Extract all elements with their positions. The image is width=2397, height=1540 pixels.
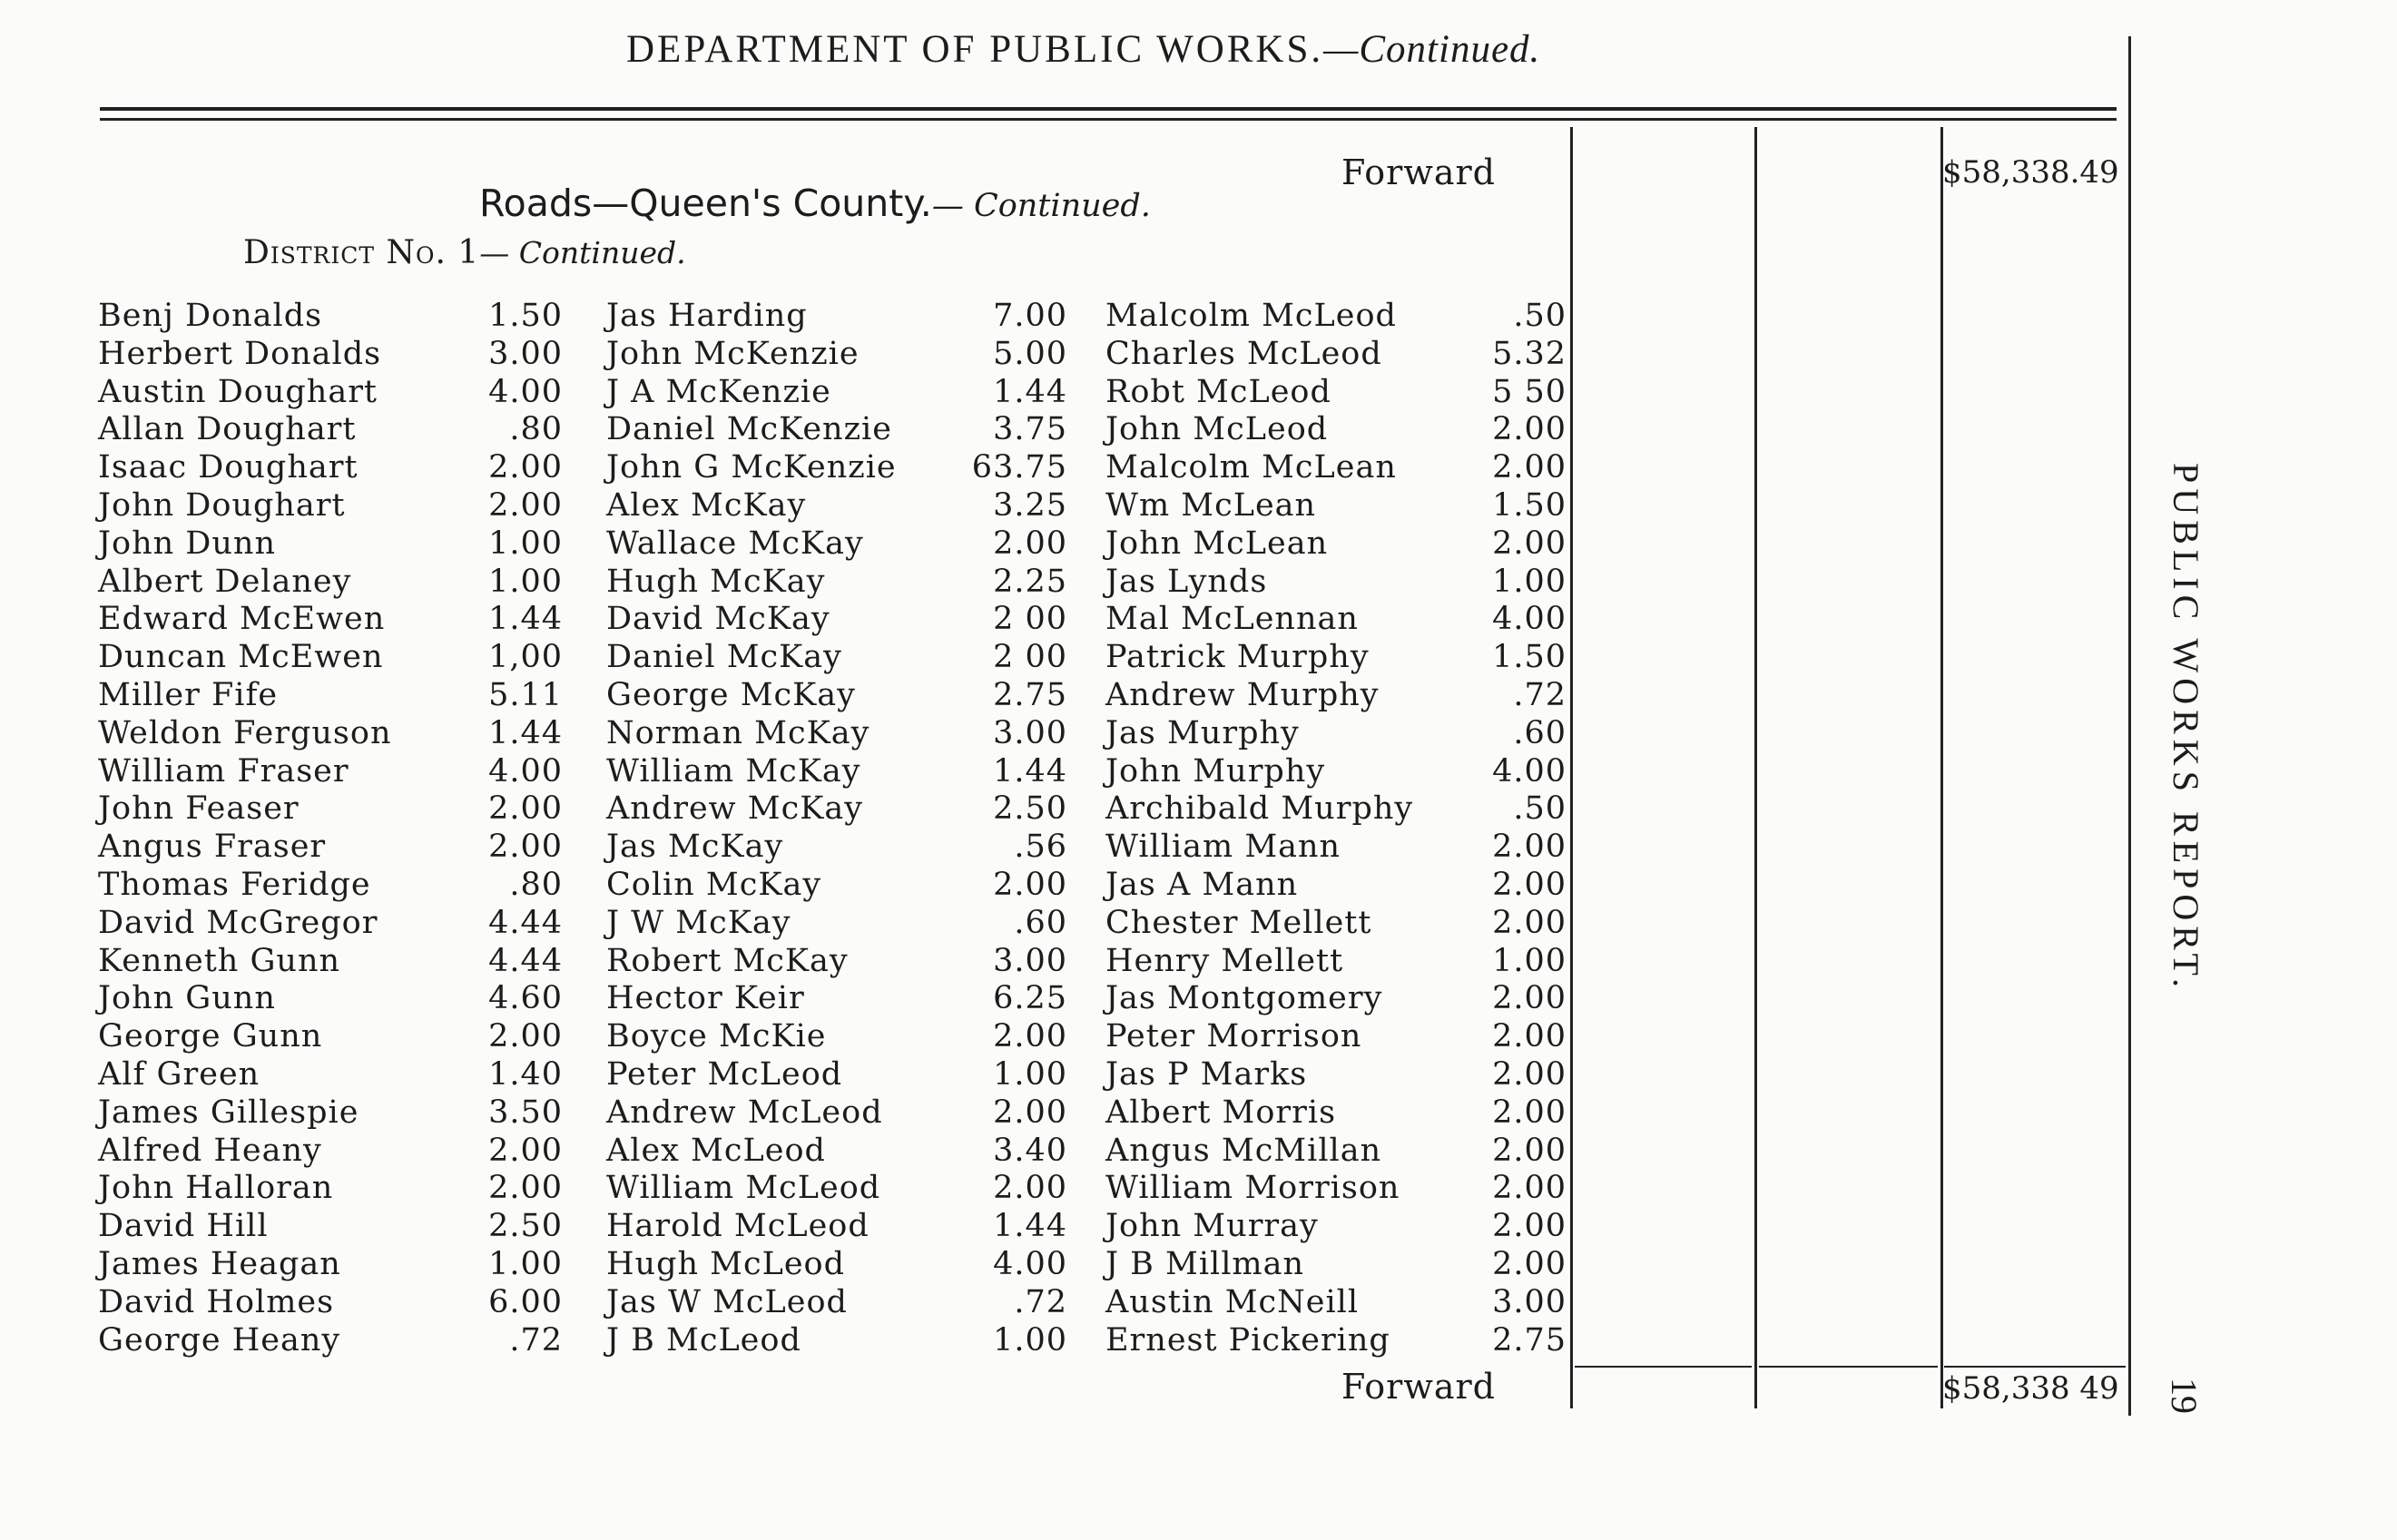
header-rule-top: [100, 107, 2117, 111]
entry-name: Duncan McEwen: [98, 639, 384, 676]
entry-amount: 2.00: [1492, 904, 1567, 941]
list-item: [606, 1284, 1067, 1322]
entry-amount: 2.00: [1492, 1170, 1567, 1207]
entry-name: Patrick Murphy: [1105, 639, 1370, 676]
list-item: [98, 1133, 563, 1171]
entry-amount: 2.50: [488, 1208, 563, 1245]
list-item: [606, 753, 1067, 791]
entry-name: Charles McLeod: [1105, 335, 1382, 372]
list-item: [98, 1322, 563, 1360]
entry-name: Peter Morrison: [1105, 1018, 1362, 1055]
entry-amount: 3.00: [993, 714, 1067, 751]
list-item: [606, 374, 1067, 412]
entry-amount: 2.00: [993, 866, 1067, 903]
entry-name: Jas Murphy: [1105, 714, 1300, 751]
entry-name: Austin Doughart: [98, 373, 378, 410]
entry-amount: 1.00: [1492, 942, 1567, 979]
margin-rule: [2128, 36, 2131, 1416]
list-item: [1105, 1056, 1567, 1094]
entry-name: Mal McLennan: [1105, 601, 1359, 638]
entry-amount: 3.75: [993, 411, 1067, 448]
entry-amount: 2.00: [1492, 866, 1567, 903]
list-item: [98, 1018, 563, 1056]
list-item: [606, 487, 1067, 525]
header-rule-bottom: [100, 118, 2117, 121]
entry-name: Alex McKay: [606, 486, 807, 524]
header-main: DEPARTMENT OF PUBLIC WORKS.: [626, 28, 1324, 71]
entry-name: James Gillespie: [98, 1094, 359, 1131]
list-item: [606, 867, 1067, 905]
page-number: 19: [2164, 1378, 2205, 1414]
entry-amount: .50: [1513, 298, 1567, 334]
list-item: [98, 564, 563, 602]
list-item: [98, 1170, 563, 1208]
list-item: [1105, 829, 1567, 867]
list-item: [606, 601, 1067, 639]
entry-amount: 1.50: [1492, 639, 1567, 676]
list-item: [98, 298, 563, 336]
entries-column-1: [98, 298, 563, 1359]
entry-name: Colin McKay: [606, 866, 822, 903]
entry-name: J A McKenzie: [606, 373, 831, 410]
list-item: [606, 790, 1067, 829]
entry-name: Boyce McKie: [606, 1018, 827, 1055]
section-title-continued: — Continued.: [931, 188, 1151, 224]
entry-amount: 3.00: [488, 335, 563, 372]
entry-amount: 1.50: [1492, 486, 1567, 524]
entry-amount: 5.32: [1492, 335, 1567, 372]
entry-amount: 6.25: [993, 980, 1067, 1017]
list-item: [98, 677, 563, 715]
forward-label-bottom: Forward: [1341, 1367, 1497, 1407]
entry-name: Allan Doughart: [98, 411, 357, 448]
list-item: [98, 601, 563, 639]
list-item: [606, 1208, 1067, 1246]
list-item: [98, 1056, 563, 1094]
entry-name: Alfred Heany: [98, 1132, 322, 1169]
list-item: [1105, 1094, 1567, 1133]
entry-name: David Holmes: [98, 1283, 335, 1320]
entry-name: Austin McNeill: [1105, 1283, 1360, 1320]
entry-name: John Feaser: [98, 790, 300, 828]
header-continued: —Continued.: [1323, 28, 1541, 71]
list-item: [1105, 449, 1567, 487]
entry-name: Norman McKay: [606, 714, 870, 751]
list-item: [98, 449, 563, 487]
entry-name: Chester Mellett: [1105, 904, 1372, 941]
entry-name: J B Millman: [1105, 1245, 1305, 1282]
entry-amount: 1.00: [993, 1321, 1067, 1359]
entry-name: Miller Fife: [98, 676, 279, 713]
list-item: [606, 677, 1067, 715]
entry-name: Daniel McKay: [606, 639, 842, 676]
entry-amount: .60: [1014, 904, 1067, 941]
list-item: [98, 336, 563, 374]
list-item: [1105, 980, 1567, 1018]
entry-amount: 4.44: [488, 942, 563, 979]
list-item: [606, 525, 1067, 564]
entry-amount: 4.00: [1492, 601, 1567, 638]
entry-name: Daniel McKenzie: [606, 411, 892, 448]
entry-amount: 1.44: [993, 1208, 1067, 1245]
entry-name: John Murray: [1105, 1208, 1319, 1245]
entry-name: John G McKenzie: [606, 449, 897, 486]
entry-name: David McGregor: [98, 904, 378, 941]
list-item: [98, 1246, 563, 1284]
list-item: [606, 829, 1067, 867]
entry-amount: 2.00: [488, 1018, 563, 1055]
entry-amount: 2.75: [993, 676, 1067, 713]
entry-amount: .60: [1513, 714, 1567, 751]
list-item: [1105, 905, 1567, 943]
list-item: [1105, 1246, 1567, 1284]
entry-name: Kenneth Gunn: [98, 942, 341, 979]
entry-name: Robert McKay: [606, 942, 849, 979]
entries-column-3: [1105, 298, 1567, 1359]
list-item: [606, 1322, 1067, 1360]
entry-name: David Hill: [98, 1208, 269, 1245]
entry-amount: .80: [509, 411, 563, 448]
entry-amount: 1.44: [488, 601, 563, 638]
entry-name: Herbert Donalds: [98, 335, 382, 372]
entry-amount: 2.00: [1492, 1208, 1567, 1245]
entry-amount: 2.00: [1492, 1018, 1567, 1055]
list-item: [1105, 715, 1567, 753]
entry-name: J B McLeod: [606, 1321, 801, 1359]
entry-amount: 2.00: [1492, 411, 1567, 448]
money-column-line-1: [1570, 127, 1573, 1408]
entry-amount: 2.50: [993, 790, 1067, 828]
entry-amount: 2.00: [993, 1170, 1067, 1207]
entry-name: Harold McLeod: [606, 1208, 869, 1245]
list-item: [98, 905, 563, 943]
entry-amount: 3.50: [488, 1094, 563, 1131]
entry-name: John Murphy: [1105, 752, 1326, 790]
entry-name: Weldon Ferguson: [98, 714, 392, 751]
entry-name: John Halloran: [98, 1170, 334, 1207]
money-column-line-2: [1754, 127, 1757, 1408]
entry-amount: 2.00: [488, 486, 563, 524]
total-rule-3: [1944, 1366, 2126, 1368]
entry-name: Wallace McKay: [606, 525, 864, 562]
list-item: [98, 639, 563, 677]
entry-name: Peter McLeod: [606, 1055, 843, 1093]
entry-amount: 2.75: [1492, 1321, 1567, 1359]
entry-name: John McKenzie: [606, 335, 860, 372]
entry-name: Alf Green: [98, 1055, 260, 1093]
list-item: [1105, 677, 1567, 715]
entry-name: Jas W McLeod: [606, 1283, 848, 1320]
list-item: [606, 1246, 1067, 1284]
entry-amount: 2.00: [993, 1018, 1067, 1055]
entry-amount: 1.44: [488, 714, 563, 751]
entry-amount: 1.00: [993, 1055, 1067, 1093]
entry-amount: 4.00: [488, 752, 563, 790]
entry-amount: 2.00: [993, 1094, 1067, 1131]
list-item: [98, 1284, 563, 1322]
entry-amount: 3.40: [993, 1132, 1067, 1169]
list-item: [606, 564, 1067, 602]
entry-amount: 3.00: [1492, 1283, 1567, 1320]
entry-name: George Gunn: [98, 1018, 323, 1055]
entry-name: John Gunn: [98, 980, 276, 1017]
entry-name: Jas Montgomery: [1105, 980, 1383, 1017]
side-report-title: PUBLIC WORKS REPORT.: [2166, 463, 2206, 993]
entry-name: Henry Mellett: [1105, 942, 1344, 979]
entry-amount: 2 00: [993, 639, 1067, 676]
entry-amount: 4.00: [1492, 752, 1567, 790]
entry-name: Robt McLeod: [1105, 373, 1331, 410]
list-item: [1105, 1322, 1567, 1360]
entry-amount: 2.00: [1492, 980, 1567, 1017]
entry-name: Malcolm McLean: [1105, 449, 1397, 486]
entry-amount: 5 50: [1492, 373, 1567, 410]
entry-name: Jas McKay: [606, 829, 784, 866]
list-item: [98, 374, 563, 412]
list-item: [1105, 336, 1567, 374]
entry-name: Andrew Murphy: [1105, 676, 1380, 713]
entry-amount: 2.25: [993, 563, 1067, 600]
entry-amount: 2.00: [488, 1170, 563, 1207]
entry-name: Benj Donalds: [98, 298, 323, 334]
list-item: [98, 1094, 563, 1133]
entry-amount: 2.00: [488, 790, 563, 828]
entry-name: Jas Harding: [606, 298, 808, 334]
entry-amount: 3.25: [993, 486, 1067, 524]
entry-name: William Mann: [1105, 829, 1341, 866]
entry-name: Angus McMillan: [1105, 1132, 1382, 1169]
entry-name: George Heany: [98, 1321, 341, 1359]
entry-name: Archibald Murphy: [1105, 790, 1414, 828]
entry-amount: 2.00: [1492, 449, 1567, 486]
entry-name: Thomas Feridge: [98, 866, 371, 903]
money-column-line-3: [1940, 127, 1943, 1408]
section-title-main: Roads—Queen's County.: [479, 181, 932, 225]
entry-amount: 2.00: [1492, 829, 1567, 866]
entry-amount: 2.00: [488, 1132, 563, 1169]
list-item: [1105, 1170, 1567, 1208]
list-item: [606, 980, 1067, 1018]
entry-amount: 4.60: [488, 980, 563, 1017]
entry-amount: 2.00: [488, 829, 563, 866]
list-item: [1105, 753, 1567, 791]
entry-amount: 5.11: [488, 676, 563, 713]
entry-name: James Heagan: [98, 1245, 341, 1282]
forward-label-top: Forward: [1341, 152, 1497, 192]
list-item: [98, 525, 563, 564]
list-item: [1105, 1208, 1567, 1246]
entry-name: William Morrison: [1105, 1170, 1400, 1207]
entry-amount: .72: [1014, 1283, 1067, 1320]
entry-amount: .72: [1513, 676, 1567, 713]
entry-amount: 4.44: [488, 904, 563, 941]
page-header: [626, 27, 1540, 72]
list-item: [1105, 1133, 1567, 1171]
entry-amount: 4.00: [993, 1245, 1067, 1282]
list-item: [606, 1056, 1067, 1094]
list-item: [98, 943, 563, 981]
entry-amount: 4.00: [488, 373, 563, 410]
list-item: [606, 449, 1067, 487]
entry-name: Wm McLean: [1105, 486, 1317, 524]
list-item: [98, 980, 563, 1018]
entry-name: John McLeod: [1105, 411, 1329, 448]
entry-name: Jas Lynds: [1105, 563, 1268, 600]
entry-name: Edward McEwen: [98, 601, 386, 638]
entry-name: Andrew McKay: [606, 790, 863, 828]
district-continued: — Continued.: [479, 235, 686, 270]
forward-amount-top: $58,338.49: [1942, 154, 2119, 191]
entry-name: Angus Fraser: [98, 829, 327, 866]
entry-name: Ernest Pickering: [1105, 1321, 1390, 1359]
list-item: [606, 639, 1067, 677]
list-item: [606, 336, 1067, 374]
entry-amount: 2 00: [993, 601, 1067, 638]
entry-amount: .72: [509, 1321, 563, 1359]
list-item: [606, 411, 1067, 449]
entry-name: Hugh McLeod: [606, 1245, 846, 1282]
entry-name: William McLeod: [606, 1170, 881, 1207]
entry-amount: 2.00: [993, 525, 1067, 562]
entry-name: William McKay: [606, 752, 861, 790]
list-item: [606, 905, 1067, 943]
list-item: [1105, 411, 1567, 449]
district-label: District No. 1: [243, 234, 480, 271]
entry-amount: 6.00: [488, 1283, 563, 1320]
forward-amount-bottom: $58,338 49: [1942, 1370, 2119, 1407]
entry-amount: .56: [1014, 829, 1067, 866]
list-item: [98, 867, 563, 905]
list-item: [98, 753, 563, 791]
entry-amount: 1.40: [488, 1055, 563, 1093]
list-item: [98, 487, 563, 525]
list-item: [98, 829, 563, 867]
entry-name: Jas A Mann: [1105, 866, 1299, 903]
list-item: [1105, 1018, 1567, 1056]
list-item: [98, 411, 563, 449]
entry-name: Albert Delaney: [98, 563, 352, 600]
entry-amount: 7.00: [993, 298, 1067, 334]
entry-amount: .50: [1513, 790, 1567, 828]
entry-amount: 3.00: [993, 942, 1067, 979]
entry-amount: 1,00: [488, 639, 563, 676]
entry-amount: 2.00: [1492, 1132, 1567, 1169]
entry-name: Malcolm McLeod: [1105, 298, 1397, 334]
entry-name: John McLean: [1105, 525, 1329, 562]
entry-amount: 63.75: [971, 449, 1067, 486]
entry-name: Hector Keir: [606, 980, 805, 1017]
entry-amount: 1.50: [488, 298, 563, 334]
list-item: [606, 1170, 1067, 1208]
entry-amount: 2.00: [1492, 1094, 1567, 1131]
entry-name: Jas P Marks: [1105, 1055, 1308, 1093]
entry-name: John Dunn: [98, 525, 276, 562]
entry-name: John Doughart: [98, 486, 346, 524]
list-item: [1105, 487, 1567, 525]
list-item: [606, 1018, 1067, 1056]
list-item: [1105, 639, 1567, 677]
total-rule-1: [1575, 1366, 1752, 1368]
list-item: [1105, 943, 1567, 981]
entry-amount: 1.44: [993, 752, 1067, 790]
entry-name: Alex McLeod: [606, 1132, 826, 1169]
list-item: [1105, 374, 1567, 412]
list-item: [606, 943, 1067, 981]
list-item: [1105, 601, 1567, 639]
list-item: [606, 715, 1067, 753]
list-item: [98, 1208, 563, 1246]
entry-name: George McKay: [606, 676, 856, 713]
list-item: [1105, 298, 1567, 336]
list-item: [1105, 867, 1567, 905]
entry-amount: 2.00: [1492, 1245, 1567, 1282]
list-item: [1105, 525, 1567, 564]
section-title: [479, 181, 1151, 225]
list-item: [1105, 564, 1567, 602]
entries-column-2: [606, 298, 1067, 1359]
entry-amount: 2.00: [488, 449, 563, 486]
entry-amount: 1.00: [488, 563, 563, 600]
list-item: [1105, 790, 1567, 829]
entry-name: Albert Morris: [1105, 1094, 1337, 1131]
entry-amount: 1.00: [488, 1245, 563, 1282]
entry-amount: .80: [509, 866, 563, 903]
list-item: [98, 715, 563, 753]
list-item: [98, 790, 563, 829]
total-rule-2: [1759, 1366, 1938, 1368]
entry-amount: 2.00: [1492, 525, 1567, 562]
entry-name: Isaac Doughart: [98, 449, 359, 486]
entry-name: Hugh McKay: [606, 563, 826, 600]
list-item: [606, 298, 1067, 336]
entry-amount: 1.44: [993, 373, 1067, 410]
entry-name: Andrew McLeod: [606, 1094, 883, 1131]
entry-name: David McKay: [606, 601, 830, 638]
entry-name: William Fraser: [98, 752, 349, 790]
entry-amount: 1.00: [1492, 563, 1567, 600]
entry-amount: 2.00: [1492, 1055, 1567, 1093]
entry-amount: 1.00: [488, 525, 563, 562]
list-item: [606, 1133, 1067, 1171]
entry-amount: 5.00: [993, 335, 1067, 372]
list-item: [1105, 1284, 1567, 1322]
list-item: [606, 1094, 1067, 1133]
entry-name: J W McKay: [606, 904, 791, 941]
district-heading: [243, 234, 686, 271]
